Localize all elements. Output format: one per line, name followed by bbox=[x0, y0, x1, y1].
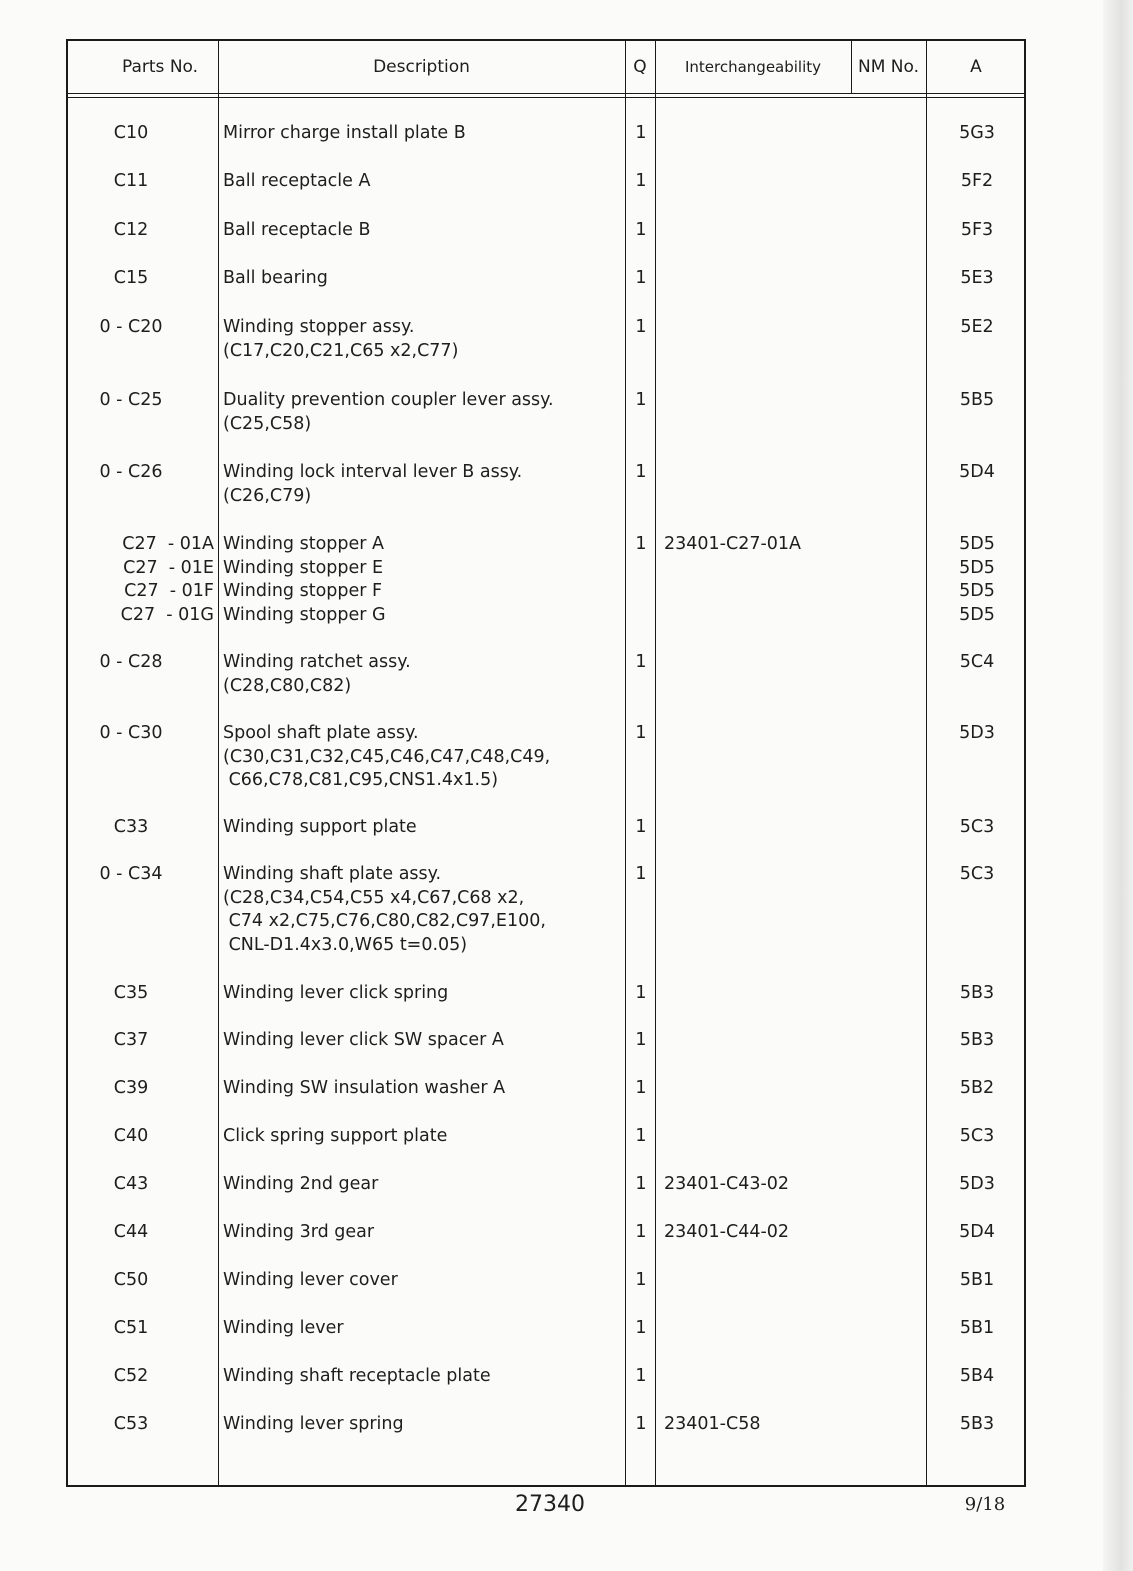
location-code: 5D3 bbox=[959, 1174, 995, 1194]
part-number: 0 - C20 bbox=[99, 317, 163, 337]
part-number: C10 bbox=[113, 123, 149, 143]
part-description: Winding lever click spring bbox=[223, 983, 449, 1003]
part-number: C27 - 01A bbox=[122, 534, 214, 554]
location-code: 5C3 bbox=[959, 1126, 995, 1146]
part-number: C37 bbox=[113, 1030, 149, 1050]
part-description: Winding lever cover bbox=[223, 1270, 398, 1290]
part-quantity: 1 bbox=[635, 1414, 647, 1434]
column-divider bbox=[655, 41, 656, 1485]
part-description: Winding stopper G bbox=[223, 604, 386, 625]
part-description: Winding 3rd gear bbox=[223, 1222, 375, 1242]
part-description: Winding 2nd gear bbox=[223, 1174, 379, 1194]
part-number: C43 bbox=[113, 1174, 149, 1194]
part-number: C39 bbox=[113, 1078, 149, 1098]
location-code: 5D5 bbox=[959, 604, 995, 625]
part-number: C52 bbox=[113, 1366, 149, 1386]
part-description: (C26,C79) bbox=[223, 485, 312, 506]
part-description: Ball receptacle A bbox=[223, 171, 371, 191]
location-code: 5D3 bbox=[959, 723, 995, 743]
part-description: Winding lock interval lever B assy. bbox=[223, 462, 523, 482]
part-quantity: 1 bbox=[635, 268, 647, 288]
part-description: Winding stopper assy. bbox=[223, 317, 415, 337]
part-description: Winding stopper F bbox=[223, 581, 383, 601]
part-description: Winding stopper E bbox=[223, 557, 384, 578]
part-description: (C25,C58) bbox=[223, 413, 312, 434]
part-number: C50 bbox=[113, 1270, 149, 1290]
location-code: 5B3 bbox=[959, 983, 995, 1003]
header-rule bbox=[68, 97, 1024, 98]
part-number: C33 bbox=[113, 817, 149, 837]
location-code: 5F3 bbox=[960, 220, 994, 240]
page-edge-shadow bbox=[1103, 0, 1133, 1571]
part-number: C11 bbox=[113, 171, 149, 191]
part-description: Winding lever click SW spacer A bbox=[223, 1030, 504, 1050]
part-description: C66,C78,C81,C95,CNS1.4x1.5) bbox=[223, 770, 499, 790]
part-description: Ball bearing bbox=[223, 268, 328, 288]
location-code: 5B2 bbox=[959, 1078, 995, 1098]
part-number: 0 - C26 bbox=[99, 462, 163, 482]
location-code: 5B3 bbox=[959, 1414, 995, 1434]
part-description: Mirror charge install plate B bbox=[223, 123, 466, 143]
location-code: 5B3 bbox=[959, 1030, 995, 1050]
part-quantity: 1 bbox=[635, 1126, 647, 1146]
column-divider bbox=[926, 41, 927, 1485]
location-code: 5B1 bbox=[959, 1318, 995, 1338]
document-number: 27340 bbox=[515, 1492, 585, 1517]
part-quantity: 1 bbox=[635, 1270, 647, 1290]
location-code: 5B1 bbox=[959, 1270, 995, 1290]
part-quantity: 1 bbox=[635, 123, 647, 143]
part-quantity: 1 bbox=[635, 220, 647, 240]
part-description: Winding support plate bbox=[223, 817, 417, 837]
part-quantity: 1 bbox=[635, 534, 647, 554]
part-quantity: 1 bbox=[635, 1030, 647, 1050]
part-description: Winding ratchet assy. bbox=[223, 652, 411, 672]
location-code: 5E2 bbox=[960, 317, 994, 337]
header-parts-no: Parts No. bbox=[122, 57, 199, 77]
part-number: C15 bbox=[113, 268, 149, 288]
part-number: C53 bbox=[113, 1414, 149, 1434]
part-quantity: 1 bbox=[635, 171, 647, 191]
part-number: 0 - C30 bbox=[99, 723, 163, 743]
part-description: CNL-D1.4x3.0,W65 t=0.05) bbox=[223, 934, 468, 955]
location-code: 5D5 bbox=[959, 534, 995, 554]
part-number: C12 bbox=[113, 220, 149, 240]
location-code: 5G3 bbox=[959, 123, 995, 143]
part-quantity: 1 bbox=[635, 390, 647, 410]
part-description: (C28,C80,C82) bbox=[223, 675, 352, 696]
part-number: C27 - 01E bbox=[123, 557, 214, 578]
part-description: Winding stopper A bbox=[223, 534, 385, 554]
location-code: 5D4 bbox=[959, 1222, 995, 1242]
location-code: 5E3 bbox=[960, 268, 994, 288]
location-code: 5C3 bbox=[959, 864, 995, 884]
part-number: C51 bbox=[113, 1318, 149, 1338]
part-description: (C17,C20,C21,C65 x2,C77) bbox=[223, 340, 459, 361]
location-code: 5B4 bbox=[959, 1366, 995, 1386]
part-quantity: 1 bbox=[635, 652, 647, 672]
header-description: Description bbox=[373, 57, 470, 77]
part-quantity: 1 bbox=[635, 723, 647, 743]
part-description: Winding shaft plate assy. bbox=[223, 864, 442, 884]
header-interchangeability: Interchangeability bbox=[684, 58, 822, 76]
location-code: 5C3 bbox=[959, 817, 995, 837]
location-code: 5B5 bbox=[959, 390, 995, 410]
location-code: 5C4 bbox=[959, 652, 995, 672]
interchangeability-code: 23401-C43-02 bbox=[664, 1174, 790, 1194]
interchangeability-code: 23401-C27-01A bbox=[664, 534, 802, 554]
part-description: Winding shaft receptacle plate bbox=[223, 1366, 491, 1386]
part-description: Winding lever spring bbox=[223, 1414, 404, 1434]
part-number: C44 bbox=[113, 1222, 149, 1242]
part-description: Ball receptacle B bbox=[223, 220, 371, 240]
part-quantity: 1 bbox=[635, 864, 647, 884]
part-quantity: 1 bbox=[635, 1366, 647, 1386]
parts-table bbox=[66, 39, 1026, 1487]
part-quantity: 1 bbox=[635, 462, 647, 482]
part-number: C27 - 01F bbox=[124, 581, 214, 601]
part-number: 0 - C25 bbox=[99, 390, 163, 410]
part-number: 0 - C28 bbox=[99, 652, 163, 672]
column-divider bbox=[625, 41, 626, 1485]
interchangeability-code: 23401-C44-02 bbox=[664, 1222, 790, 1242]
location-code: 5D5 bbox=[959, 557, 995, 578]
part-quantity: 1 bbox=[635, 983, 647, 1003]
part-description: Winding SW insulation washer A bbox=[223, 1078, 506, 1098]
part-quantity: 1 bbox=[635, 1222, 647, 1242]
part-quantity: 1 bbox=[635, 1318, 647, 1338]
header-a: A bbox=[970, 57, 982, 77]
part-description: (C30,C31,C32,C45,C46,C47,C48,C49, bbox=[223, 746, 551, 767]
part-description: Click spring support plate bbox=[223, 1126, 448, 1146]
part-number: C40 bbox=[113, 1126, 149, 1146]
part-description: Winding lever bbox=[223, 1318, 344, 1338]
part-number: 0 - C34 bbox=[99, 864, 163, 884]
interchangeability-code: 23401-C58 bbox=[664, 1414, 761, 1434]
header-nm-no: NM No. bbox=[857, 57, 919, 77]
column-divider bbox=[218, 41, 219, 1485]
part-description: (C28,C34,C54,C55 x4,C67,C68 x2, bbox=[223, 887, 525, 908]
location-code: 5D4 bbox=[959, 462, 995, 482]
page-number: 9/18 bbox=[964, 1494, 1006, 1515]
part-number: C35 bbox=[113, 983, 149, 1003]
part-quantity: 1 bbox=[635, 817, 647, 837]
part-description: Spool shaft plate assy. bbox=[223, 723, 419, 743]
part-quantity: 1 bbox=[635, 1078, 647, 1098]
part-quantity: 1 bbox=[635, 1174, 647, 1194]
part-quantity: 1 bbox=[635, 317, 647, 337]
part-number: C27 - 01G bbox=[120, 604, 214, 625]
location-code: 5F2 bbox=[960, 171, 994, 191]
part-description: Duality prevention coupler lever assy. bbox=[223, 390, 554, 410]
part-description: C74 x2,C75,C76,C80,C82,C97,E100, bbox=[223, 911, 546, 931]
location-code: 5D5 bbox=[959, 581, 995, 601]
header-q: Q bbox=[633, 57, 647, 77]
header-rule bbox=[68, 93, 1024, 94]
